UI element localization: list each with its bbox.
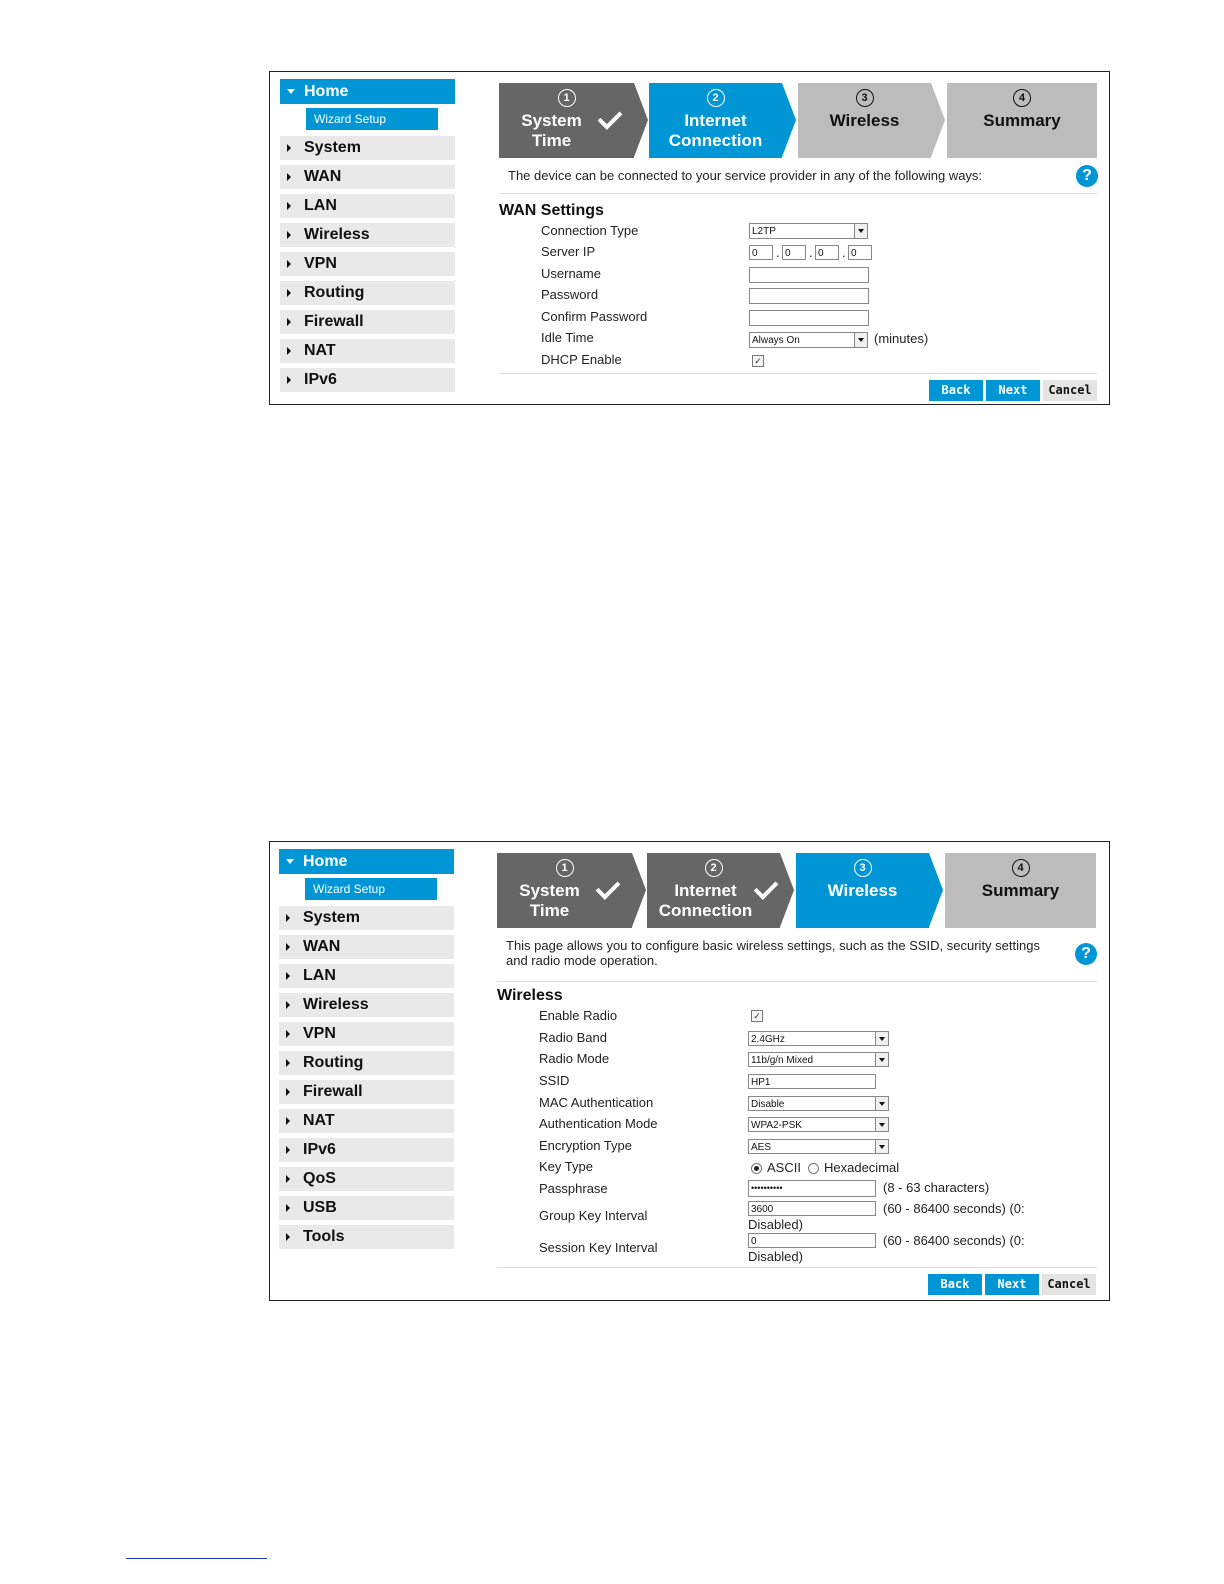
sidebar-item-wireless[interactable] xyxy=(280,223,455,247)
sidebar-item-label: System xyxy=(304,139,361,156)
sidebar-item-label: NAT xyxy=(304,342,336,359)
sidebar-item-nat[interactable] xyxy=(279,1109,454,1133)
session-key-interval-label: Session Key Interval xyxy=(539,1240,658,1255)
sidebar-item-label: LAN xyxy=(303,967,336,984)
sidebar-item-wan[interactable] xyxy=(279,935,454,959)
mac-authentication-select[interactable] xyxy=(748,1096,889,1111)
group-key-interval-hint: Disabled) xyxy=(748,1217,803,1232)
sidebar-item-system[interactable] xyxy=(279,906,454,930)
step-system-time xyxy=(497,853,632,928)
arrow-right-icon xyxy=(286,1204,290,1212)
arrow-right-icon xyxy=(286,1030,290,1038)
sidebar-item-vpn[interactable] xyxy=(279,1022,454,1046)
select-value: 11b/g/n Mixed xyxy=(751,1055,814,1066)
step-label: Connection xyxy=(658,901,753,920)
footer-link-underline xyxy=(126,1558,267,1559)
sidebar-item-label: IPv6 xyxy=(303,1141,336,1158)
arrow-right-icon xyxy=(286,1059,290,1067)
step-label: System xyxy=(519,881,580,900)
dropdown-arrow-icon xyxy=(875,1053,888,1066)
idle-time-label: Idle Time xyxy=(541,330,594,345)
username-input[interactable] xyxy=(749,267,869,283)
arrow-right-icon xyxy=(287,260,291,268)
cancel-button[interactable]: Cancel xyxy=(1042,1274,1096,1295)
sidebar-item-label: VPN xyxy=(303,1025,336,1042)
sidebar-item-label: WAN xyxy=(303,938,341,955)
page-description: and radio mode operation. xyxy=(506,953,658,968)
enable-radio-label: Enable Radio xyxy=(539,1008,618,1023)
radio-mode-select[interactable] xyxy=(748,1052,889,1067)
sidebar-item-label: LAN xyxy=(304,197,337,214)
arrow-right-icon xyxy=(286,1233,290,1241)
wireless-wizard-panel xyxy=(269,841,1110,1301)
group-key-interval-hint: (60 - 86400 seconds) (0: xyxy=(883,1201,1025,1216)
sidebar-item-wizard-setup[interactable]: Wizard Setup xyxy=(306,108,438,130)
step-number-icon: 1 xyxy=(556,859,574,877)
idle-time-select[interactable] xyxy=(749,332,868,348)
sidebar-item-firewall[interactable] xyxy=(280,310,455,334)
idle-time-unit: (minutes) xyxy=(874,331,929,346)
divider xyxy=(499,373,1097,374)
step-internet-connection xyxy=(647,853,780,928)
sidebar-item-system[interactable] xyxy=(280,136,455,160)
page-description: The device can be connected to your service provider in any of the following ways: xyxy=(508,168,983,183)
password-label: Password xyxy=(541,287,599,302)
connection-type-label: Connection Type xyxy=(541,223,639,238)
key-type-hex-radio[interactable] xyxy=(808,1163,819,1174)
arrow-right-icon xyxy=(287,289,291,297)
step-label: Summary xyxy=(981,881,1060,900)
sidebar-item-firewall[interactable] xyxy=(279,1080,454,1104)
select-value: WPA2-PSK xyxy=(751,1120,802,1131)
confirm-password-label: Confirm Password xyxy=(541,309,648,324)
step-number-icon: 3 xyxy=(856,89,874,107)
sidebar-item-label: Routing xyxy=(304,284,365,301)
sidebar-item-qos[interactable] xyxy=(279,1167,454,1191)
encryption-type-select[interactable] xyxy=(748,1139,889,1154)
enable-radio-checkbox[interactable]: ✓ xyxy=(751,1010,763,1022)
sidebar-item-home[interactable] xyxy=(280,79,455,104)
select-value: Always On xyxy=(752,335,800,346)
ssid-input[interactable]: HP1 xyxy=(748,1074,876,1089)
sidebar-item-label: Wireless xyxy=(304,226,370,243)
sidebar-item-ipv6[interactable] xyxy=(279,1138,454,1162)
server-ip-octet-3[interactable]: 0 xyxy=(815,245,839,260)
divider xyxy=(499,193,1097,194)
arrow-right-icon xyxy=(287,347,291,355)
arrow-right-icon xyxy=(286,1001,290,1009)
step-chevron xyxy=(782,83,796,157)
dropdown-arrow-icon xyxy=(875,1032,888,1045)
key-type-ascii-radio[interactable] xyxy=(751,1163,762,1174)
sidebar-item-label: Wireless xyxy=(303,996,369,1013)
step-label: Time xyxy=(531,131,572,150)
select-value: Disable xyxy=(751,1099,785,1110)
sidebar-item-routing[interactable] xyxy=(279,1051,454,1075)
step-system-time xyxy=(499,83,634,158)
step-label: Wireless xyxy=(827,881,898,900)
caret-down-icon xyxy=(286,859,294,864)
step-number-icon: 4 xyxy=(1013,89,1031,107)
ssid-label: SSID xyxy=(539,1073,570,1088)
step-number-icon: 3 xyxy=(854,859,872,877)
sidebar-item-tools[interactable] xyxy=(279,1225,454,1249)
sidebar-item-label: Firewall xyxy=(303,1083,363,1100)
arrow-right-icon xyxy=(286,1088,290,1096)
radio-band-label: Radio Band xyxy=(539,1030,607,1045)
dropdown-arrow-icon xyxy=(854,224,867,238)
step-number-icon: 1 xyxy=(558,89,576,107)
help-icon[interactable]: ? xyxy=(1075,943,1097,965)
wan-wizard-panel xyxy=(269,71,1110,405)
caret-down-icon xyxy=(287,89,295,94)
authentication-mode-label: Authentication Mode xyxy=(539,1116,658,1131)
arrow-right-icon xyxy=(287,376,291,384)
back-button[interactable]: Back xyxy=(929,380,983,401)
divider xyxy=(497,1267,1097,1268)
mac-authentication-label: MAC Authentication xyxy=(539,1095,654,1110)
sidebar-item-label: WAN xyxy=(304,168,342,185)
step-summary xyxy=(945,853,1096,928)
select-value: 2.4GHz xyxy=(751,1034,785,1045)
select-value: L2TP xyxy=(752,226,776,237)
arrow-right-icon xyxy=(286,914,290,922)
cancel-button[interactable]: Cancel xyxy=(1043,380,1097,401)
arrow-right-icon xyxy=(287,144,291,152)
section-title: Wireless xyxy=(497,987,563,1004)
encryption-type-label: Encryption Type xyxy=(539,1138,632,1153)
sidebar-item-lan[interactable] xyxy=(280,194,455,218)
page-description: This page allows you to configure basic wireless settings, such as the SSID, security settings xyxy=(506,938,1040,953)
confirm-password-input[interactable] xyxy=(749,310,869,326)
step-wireless xyxy=(796,853,929,928)
sidebar-item-label: USB xyxy=(303,1199,337,1216)
dhcp-enable-checkbox[interactable]: ✓ xyxy=(752,355,764,367)
arrow-right-icon xyxy=(286,972,290,980)
sidebar-item-label: VPN xyxy=(304,255,337,272)
server-ip-label: Server IP xyxy=(541,244,596,259)
username-label: Username xyxy=(541,266,601,281)
sidebar-item-home[interactable] xyxy=(279,849,454,874)
step-label: Internet xyxy=(674,881,737,900)
wizard-stepper xyxy=(497,853,1097,928)
next-button[interactable]: Next xyxy=(986,380,1040,401)
next-button[interactable]: Next xyxy=(985,1274,1039,1295)
step-number-icon: 4 xyxy=(1012,859,1030,877)
connection-type-select[interactable] xyxy=(749,223,868,239)
group-key-interval-label: Group Key Interval xyxy=(539,1208,648,1223)
step-chevron xyxy=(929,853,943,927)
step-chevron xyxy=(634,83,648,157)
dropdown-arrow-icon xyxy=(854,333,867,347)
session-key-interval-hint: Disabled) xyxy=(748,1249,803,1264)
sidebar-item-wan[interactable] xyxy=(280,165,455,189)
passphrase-hint: (8 - 63 characters) xyxy=(883,1180,990,1195)
sidebar-item-label: Home xyxy=(304,83,349,100)
sidebar-item-label: System xyxy=(303,909,360,926)
step-chevron xyxy=(780,853,794,927)
dropdown-arrow-icon xyxy=(875,1097,888,1110)
sidebar-item-vpn[interactable] xyxy=(280,252,455,276)
password-input[interactable] xyxy=(749,288,869,304)
server-ip-octet-4[interactable]: 0 xyxy=(848,245,872,260)
sidebar-item-nat[interactable] xyxy=(280,339,455,363)
passphrase-label: Passphrase xyxy=(539,1181,608,1196)
sidebar-item-label: IPv6 xyxy=(304,371,337,388)
passphrase-input[interactable]: •••••••••• xyxy=(748,1180,876,1197)
sidebar-item-usb[interactable] xyxy=(279,1196,454,1220)
arrow-right-icon xyxy=(286,1117,290,1125)
sidebar-item-ipv6[interactable] xyxy=(280,368,455,392)
section-title: WAN Settings xyxy=(499,202,604,219)
server-ip-octet-1[interactable]: 0 xyxy=(749,245,773,260)
step-label: Connection xyxy=(668,131,763,150)
arrow-right-icon xyxy=(287,173,291,181)
step-number-icon: 2 xyxy=(707,89,725,107)
sidebar-item-routing[interactable] xyxy=(280,281,455,305)
arrow-right-icon xyxy=(286,1175,290,1183)
authentication-mode-select[interactable] xyxy=(748,1117,889,1132)
dropdown-arrow-icon xyxy=(875,1140,888,1153)
sidebar-item-label: Home xyxy=(303,853,348,870)
key-type-label: Key Type xyxy=(539,1159,593,1174)
wizard-stepper xyxy=(499,83,1099,158)
divider xyxy=(497,981,1097,982)
step-label: Wireless xyxy=(829,111,900,130)
server-ip-octet-2[interactable]: 0 xyxy=(782,245,806,260)
step-number-icon: 2 xyxy=(705,859,723,877)
step-label: System xyxy=(521,111,582,130)
arrow-right-icon xyxy=(287,231,291,239)
sidebar-item-label: NAT xyxy=(303,1112,335,1129)
help-icon[interactable]: ? xyxy=(1076,165,1098,187)
group-key-interval-input[interactable]: 3600 xyxy=(748,1201,876,1216)
sidebar-item-label: Tools xyxy=(303,1228,345,1245)
dropdown-arrow-icon xyxy=(875,1118,888,1131)
sidebar-item-lan[interactable] xyxy=(279,964,454,988)
arrow-right-icon xyxy=(287,202,291,210)
step-chevron xyxy=(931,83,945,157)
sidebar-nav xyxy=(280,79,455,397)
ip-separator: . xyxy=(776,245,780,260)
arrow-right-icon xyxy=(286,1146,290,1154)
step-summary xyxy=(947,83,1097,158)
sidebar-item-label: Firewall xyxy=(304,313,364,330)
key-type-hex-label: Hexadecimal xyxy=(824,1160,900,1175)
radio-band-select[interactable] xyxy=(748,1031,889,1046)
step-label: Time xyxy=(529,901,570,920)
ip-separator: . xyxy=(842,245,846,260)
arrow-right-icon xyxy=(286,943,290,951)
key-type-ascii-label: ASCII xyxy=(767,1160,801,1175)
radio-mode-label: Radio Mode xyxy=(539,1051,610,1066)
dhcp-enable-label: DHCP Enable xyxy=(541,352,622,367)
ip-separator: . xyxy=(809,245,813,260)
back-button[interactable]: Back xyxy=(928,1274,982,1295)
step-internet-connection xyxy=(649,83,782,158)
step-label: Summary xyxy=(983,111,1061,130)
sidebar-nav xyxy=(279,849,454,1254)
sidebar-item-label: Routing xyxy=(303,1054,364,1071)
sidebar-item-wizard-setup[interactable]: Wizard Setup xyxy=(305,878,437,900)
step-label: Internet xyxy=(684,111,747,130)
session-key-interval-input[interactable]: 0 xyxy=(748,1233,876,1248)
select-value: AES xyxy=(751,1142,772,1153)
step-wireless xyxy=(798,83,931,158)
session-key-interval-hint: (60 - 86400 seconds) (0: xyxy=(883,1233,1025,1248)
sidebar-item-label: QoS xyxy=(303,1170,336,1187)
sidebar-item-wireless[interactable] xyxy=(279,993,454,1017)
arrow-right-icon xyxy=(287,318,291,326)
